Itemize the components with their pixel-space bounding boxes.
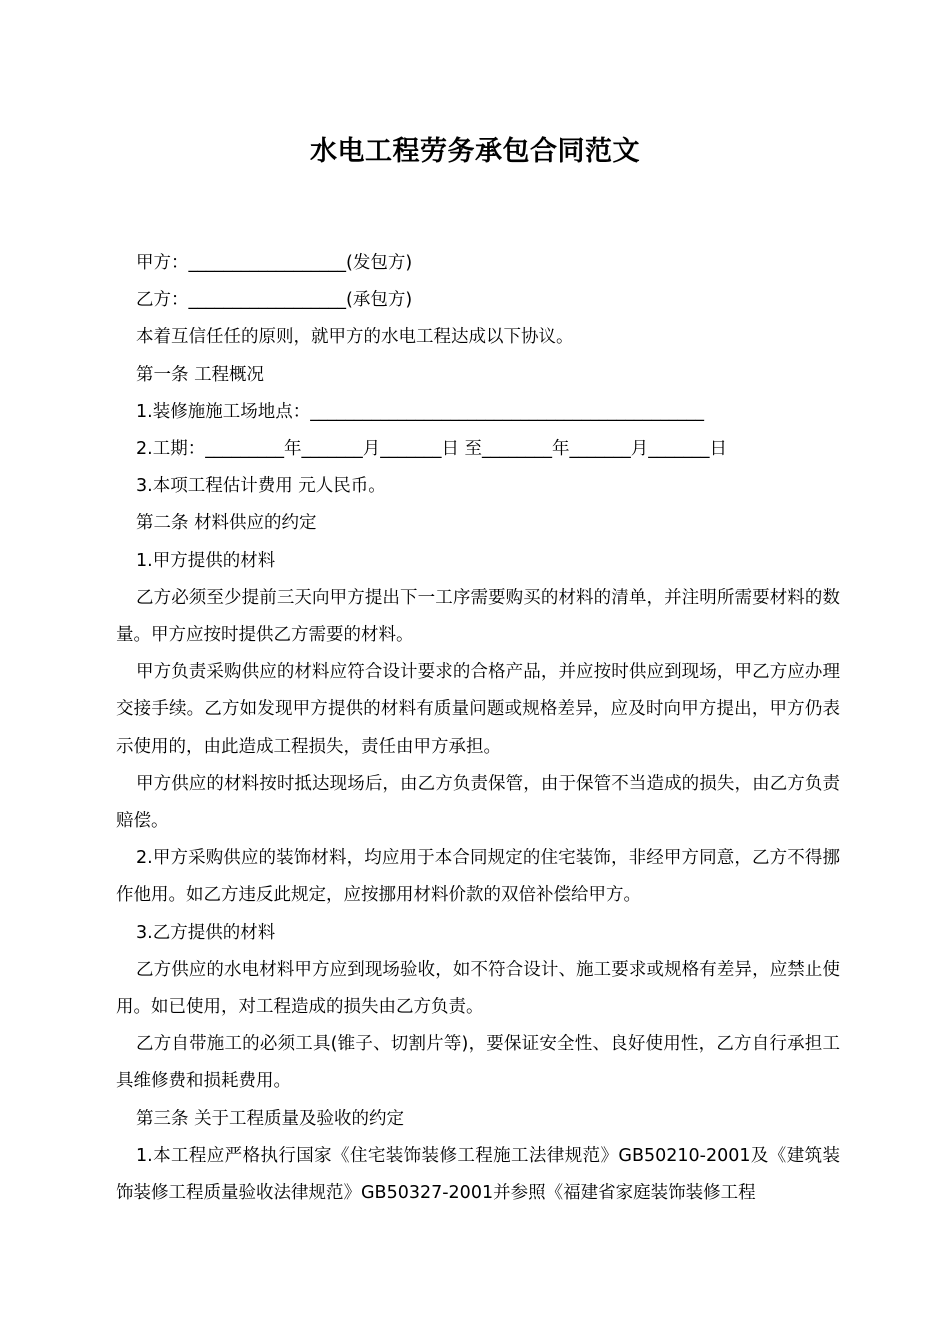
article-1-heading: 第一条 工程概况 xyxy=(136,364,265,385)
paragraph: 甲方负责采购供应的材料应符合设计要求的合格产品，并应按时供应到现场，甲乙方应办理交接手续。乙方如发现甲方提供的材料有质量问题或规格差异，应及时向甲方提出，甲方仍表示使用的，由此造成工程损失，责任由甲方承担。 xyxy=(116,662,840,757)
paragraph: 甲方供应的材料按时抵达现场后，由乙方负责保管，由于保管不当造成的损失，由乙方负责赔偿。 xyxy=(116,773,840,832)
paragraph: 乙方供应的水电材料甲方应到现场验收，如不符合设计、施工要求或规格有差异，应禁止使用。如已使用，对工程造成的损失由乙方负责。 xyxy=(116,959,840,1018)
site-location-line: 1.装修施施工场地点：_____________________________________________ xyxy=(136,401,704,422)
preamble-line: 本着互信任任的原则，就甲方的水电工程达成以下协议。 xyxy=(136,327,574,348)
cost-line: 3.本项工程估计费用 元人民币。 xyxy=(136,476,386,497)
document-body xyxy=(116,245,840,1212)
paragraph: 乙方必须至少提前三天向甲方提出下一工序需要购买的材料的清单，并注明所需要材料的数量。甲方应按时提供乙方需要的材料。 xyxy=(116,587,840,646)
document-title: 水电工程劳务承包合同范文 xyxy=(310,136,640,167)
item-3-heading: 3.乙方提供的材料 xyxy=(136,922,276,943)
article-3-heading: 第三条 关于工程质量及验收的约定 xyxy=(136,1108,405,1129)
party-b-line: 乙方：__________________(承包方) xyxy=(136,290,413,311)
paragraph: 2.甲方采购供应的装饰材料，均应用于本合同规定的住宅装饰，非经甲方同意，乙方不得挪作他用。如乙方违反此规定，应按挪用材料价款的双倍补偿给甲方。 xyxy=(116,848,840,906)
article-2-heading: 第二条 材料供应的约定 xyxy=(136,513,317,534)
party-a-line: 甲方：__________________(发包方) xyxy=(136,253,413,273)
schedule-line: 2.工期：_________年_______月_______日 至________年_______月_______日 xyxy=(136,439,728,460)
paragraph: 乙方自带施工的必须工具(锥子、切割片等)，要保证安全性、良好使用性，乙方自行承担工具维修费和损耗费用。 xyxy=(116,1034,840,1092)
paragraph: 1.本工程应严格执行国家《住宅装饰装修工程施工法律规范》GB50210-2001及《建筑装饰装修工程质量验收法律规范》GB50327-2001并参照《福建省家庭装饰装修工程 xyxy=(116,1145,840,1204)
item-1-heading: 1.甲方提供的材料 xyxy=(136,550,276,571)
